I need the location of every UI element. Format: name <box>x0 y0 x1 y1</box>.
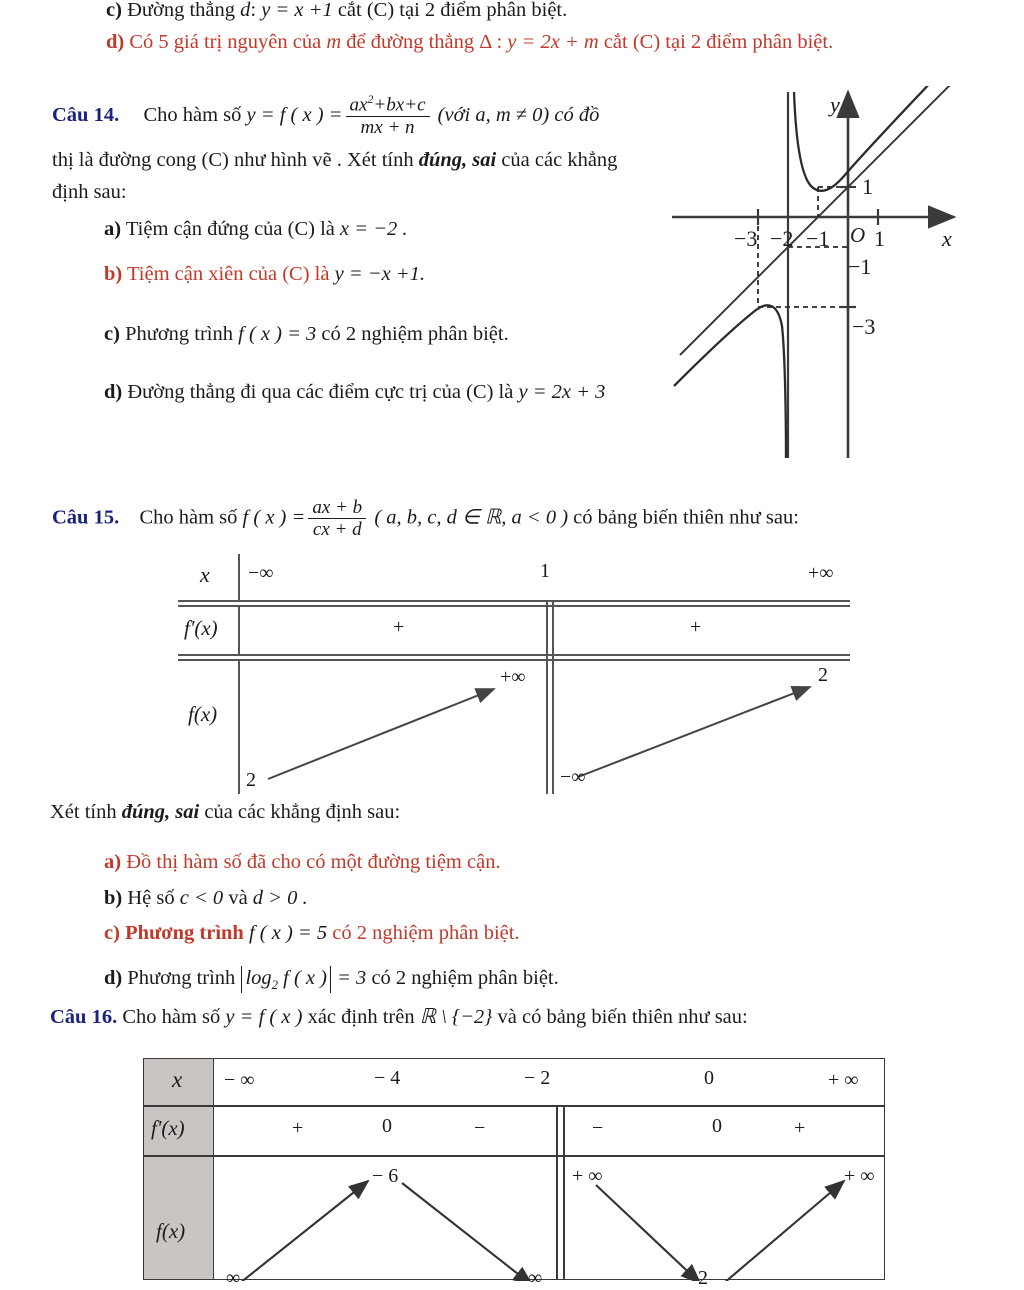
statement-tail: có 2 nghiệm phân biệt. <box>332 922 520 944</box>
cau14-fn-lhs: y = f ( x ) = <box>246 103 343 126</box>
vt1-f-left-end: +∞ <box>500 666 526 688</box>
cau14-body-text: thị là đường cong (C) như hình vẽ . Xét tính <box>52 149 414 171</box>
cau14-condition: (với a, m ≠ 0) có đồ <box>437 103 600 126</box>
statement-math: x = −2 . <box>340 218 408 240</box>
statement-text: Tiệm cận đứng của (C) là <box>125 218 335 240</box>
statement-label: d) <box>104 381 123 403</box>
x-axis-label: x <box>942 226 952 251</box>
statement-text: Phương trình <box>127 967 236 989</box>
cau14-fraction <box>346 93 430 138</box>
vt2-row-label-f: f(x) <box>156 1219 186 1243</box>
vt2-fprime-3: − <box>474 1117 486 1139</box>
vt2-x-value-0: 0 <box>704 1067 714 1089</box>
statement-label: c) <box>104 922 120 944</box>
statement-text: Phương trình <box>125 323 234 345</box>
vt1-arrow-left-branch <box>268 689 494 779</box>
vt2-arrow-up-1 <box>240 1181 368 1281</box>
cau14-body-line1 <box>52 148 617 173</box>
vt2-fprime-6: + <box>794 1117 806 1139</box>
cau14-statement-c <box>104 322 509 347</box>
cau14-body-tail: của các khẳng <box>501 149 618 171</box>
vt2-f-value-1: ∞ <box>226 1267 241 1289</box>
cau16-heading-line <box>50 1005 748 1030</box>
x-tick-label--2: −2 <box>770 226 794 251</box>
statement-text: Đồ thị hàm số đã cho có một đường tiệm cận. <box>126 851 501 873</box>
cau15-condition: ( a, b, c, d ∈ ℝ, a < 0 ) <box>374 506 569 529</box>
cau15-statement-c <box>104 921 520 946</box>
statement-math: $\log_2 f$ ( x ) = 3 <box>240 967 366 989</box>
vt2-arrow-down-2 <box>596 1185 700 1281</box>
xet-tinh-emphasis: đúng, sai <box>121 801 200 823</box>
statement-math: f ( x ) = 5 <box>248 922 328 944</box>
statement-c-top <box>106 0 567 23</box>
y-tick-label-1: 1 <box>862 174 873 199</box>
cau14-heading-line <box>52 93 599 138</box>
vt2-x-value-neg-inf: − ∞ <box>224 1069 255 1091</box>
cau16-domain: ℝ \ {−2} <box>419 1006 493 1028</box>
vt1-vrule-mid <box>238 605 240 654</box>
origin-label: O <box>850 223 866 247</box>
y-tick-label--3: −3 <box>852 314 876 339</box>
cau16-number: Câu 16. <box>50 1006 118 1028</box>
x-tick-label--3: −3 <box>734 226 758 251</box>
statement-math: y = 2x + 3 <box>518 381 606 403</box>
graph-svg <box>672 86 962 461</box>
x-tick-label--1: −1 <box>806 226 830 251</box>
statement-text: Hệ số <box>127 887 175 909</box>
vt2-f-value-4: + ∞ <box>572 1165 603 1187</box>
cau15-variation-table <box>178 554 850 794</box>
statement-label: d) <box>104 967 123 989</box>
y-axis-label: y <box>830 92 840 117</box>
cau15-numerator: ax + b <box>308 497 366 519</box>
vt1-vrule-top <box>238 554 240 600</box>
vt2-row-label-x: x <box>172 1067 183 1092</box>
statement-text: Có 5 giá trị nguyên của <box>129 31 322 53</box>
statement-delta: Δ : <box>479 31 503 53</box>
statement-label: a) <box>104 218 122 240</box>
statement-mid: và <box>228 887 248 909</box>
cau15-statement-b <box>104 886 308 911</box>
vt1-f-left-start: 2 <box>246 769 256 791</box>
vt1-x-value-neg-inf: −∞ <box>248 562 274 584</box>
cau14-denominator: mx + n <box>360 116 415 138</box>
cau15-xet-tinh-line <box>50 800 400 825</box>
cau15-intro: Cho hàm số <box>139 506 238 529</box>
curve-right-branch <box>794 86 954 191</box>
vt2-x-value--2: − 2 <box>524 1067 551 1089</box>
statement-label: c) <box>106 0 122 21</box>
statement-text: Phương trình <box>125 922 244 944</box>
vt1-f-right-end: 2 <box>818 664 828 686</box>
statement-text: Đường thẳng đi qua các điểm cực trị của (C) là <box>127 381 514 403</box>
vt1-hrule-2 <box>178 654 850 656</box>
cau16-tail: và có bảng biến thiên như sau: <box>497 1006 748 1028</box>
vt2-f-value-5: 2 <box>698 1267 708 1289</box>
cau14-statement-d <box>104 380 605 405</box>
vt2-hrule-1 <box>144 1105 884 1107</box>
cau15-heading-line <box>52 497 799 541</box>
vt1-x-value-pos-inf: +∞ <box>808 562 834 584</box>
statement-var: m <box>326 31 342 53</box>
cau14-number: Câu 14. <box>52 103 120 126</box>
vt2-arrow-down-1 <box>402 1183 532 1281</box>
statement-label: c) <box>104 323 120 345</box>
cau14-numerator: $ax^2+bx+c$ <box>346 93 430 117</box>
vt2-f-value-3: ∞ <box>528 1267 543 1289</box>
xet-tinh-prefix: Xét tính <box>50 801 117 823</box>
statement-label: d) <box>106 31 125 53</box>
cau14-body-line2: định sau: <box>52 181 127 203</box>
vt2-arrow-up-2 <box>724 1181 844 1281</box>
cau15-tail: có bảng biến thiên như sau: <box>573 506 799 529</box>
vt2-f-value-2: − 6 <box>372 1165 399 1187</box>
statement-tail: cắt (C) tại 2 điểm phân biệt. <box>603 31 834 53</box>
statement-mid: để đường thẳng <box>346 31 475 53</box>
vt2-fprime-2: 0 <box>382 1115 392 1137</box>
statement-math: c < 0 <box>179 887 224 909</box>
vt1-arrow-right-branch <box>578 687 810 777</box>
cau15-number: Câu 15. <box>52 506 120 529</box>
cau16-mid: xác định trên <box>307 1006 415 1028</box>
vt2-x-value--4: − 4 <box>374 1067 401 1089</box>
cau15-fraction <box>308 497 366 541</box>
statement-colon: : <box>250 0 257 21</box>
cau15-statement-d <box>104 966 559 993</box>
cau16-fn: y = f ( x ) <box>225 1006 303 1028</box>
vt1-fprime-left: + <box>393 616 405 638</box>
vt1-f-right-start: −∞ <box>560 766 586 788</box>
cau15-fn-lhs: f ( x ) = <box>242 506 306 529</box>
cau14-body-emphasis: đúng, sai <box>418 149 497 171</box>
statement-text: Tiệm cận xiên của (C) là <box>127 263 330 285</box>
statement-text: Đường thẳng <box>127 0 235 21</box>
vt2-x-value-pos-inf: + ∞ <box>828 1069 859 1091</box>
statement-math: f ( x ) = 3 <box>238 323 317 345</box>
y-tick-label--1: −1 <box>848 254 872 279</box>
vt1-fprime-right: + <box>690 616 702 638</box>
oblique-asymptote <box>680 86 954 355</box>
cau16-variation-table <box>143 1058 885 1289</box>
vt2-row-label-fprime: f'(x) <box>151 1116 185 1140</box>
vt1-hrule-1 <box>178 600 850 602</box>
statement-label: a) <box>104 851 122 873</box>
statement-d-top <box>106 30 833 55</box>
vt1-row-label-x: x <box>200 562 210 587</box>
vt2-fprime-1: + <box>292 1117 304 1139</box>
statement-label: b) <box>104 263 123 285</box>
cau15-denominator: cx + d <box>312 519 362 541</box>
vt1-hrule-1b <box>178 605 850 607</box>
cau14-statement-b <box>104 262 425 287</box>
vt1-x-value-1: 1 <box>540 560 550 582</box>
vt1-row-label-fprime: f'(x) <box>184 616 218 640</box>
vt2-f-value-6: + ∞ <box>844 1165 875 1187</box>
statement-equation: y = x +1 <box>261 0 333 21</box>
statement-tail: có 2 nghiệm phân biệt. <box>321 323 509 345</box>
statement-math: y = −x +1. <box>334 263 426 285</box>
statement-label: b) <box>104 887 123 909</box>
cau16-intro: Cho hàm số <box>122 1006 221 1028</box>
cau14-graph-figure <box>672 86 962 461</box>
statement-tail: cắt (C) tại 2 điểm phân biệt. <box>337 0 568 21</box>
cau14-intro: Cho hàm số <box>143 103 242 126</box>
statement-tail: có 2 nghiệm phân biệt. <box>371 967 559 989</box>
statement-math2: d > 0 . <box>252 887 308 909</box>
vt2-fprime-4: − <box>592 1117 604 1139</box>
statement-equation: y = 2x + m <box>507 31 599 53</box>
statement-var: d <box>240 0 251 21</box>
xet-tinh-suffix: của các khẳng định sau: <box>204 801 401 823</box>
vt2-fprime-5: 0 <box>712 1115 722 1137</box>
cau15-statement-a <box>104 850 501 875</box>
vt2-arrows <box>144 1155 886 1281</box>
cau14-statement-a <box>104 217 408 242</box>
vt1-row-label-f: f(x) <box>188 702 218 726</box>
x-tick-label-1: 1 <box>874 226 885 251</box>
curve-left-branch <box>674 305 786 458</box>
